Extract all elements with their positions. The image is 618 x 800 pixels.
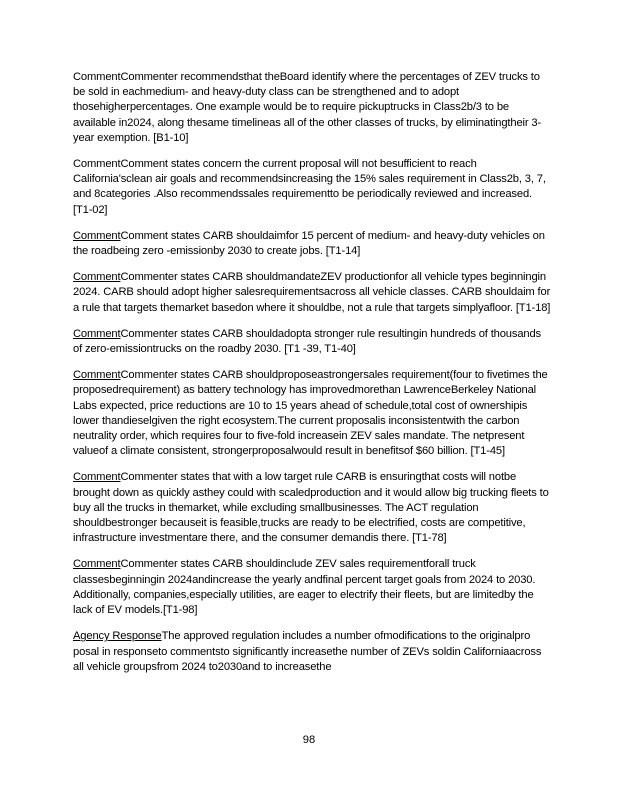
paragraph-text: Comment states CARB shouldaimfor 15 percent of medium- and heavy-duty vehicles on the roadbeing zero -emissionby 2030 to create jobs. [T1-14]	[73, 229, 545, 258]
comment-label: Comment	[73, 271, 121, 284]
paragraph-text: CommentComment states concern the current proposal will not besufficient to reach California'sclean air goals and recommendsincreasing the 15% sales requirement in Class2b, 3, 7, and 8categories .Also recommendssales requirementto be periodically reviewed and increased.[T1-02]	[73, 158, 546, 216]
comment-paragraph	[73, 70, 551, 146]
paragraph-text: Commenter states that with a low target rule CARB is ensuringthat costs will notbe brought down as quickly asthey could with scaledproduction and it would allow big trucking fleets to buy all the trucks in themarket, while excluding smallbusinesses. The ACT regulation shouldbestronger becauseit is feasible,trucks are ready to be electrified, costs are competitive, infrastructure investmentare there, and the consumer demandis there. [T1-78]	[73, 471, 549, 545]
agency-response-label: Agency Response	[73, 630, 162, 643]
comment-label: Comment	[73, 471, 121, 484]
comment-paragraph	[73, 557, 551, 618]
paragraph-text: Commenter states CARB shouldproposeastrongersales requirement(four to fivetimes the proposedrequirement) as battery technology has improvedmorethan LawrenceBerkeley National Labs expected, price reductions are 10 to 15 years ahead of schedule,total cost of ownershipis lower thandieselgiven the right ecosystem.The current proposalis inconsistentwith the carbon neutrality order, which requires four to five-fold increasein ZEV sales mandate. The netpresent valueof a climate consistent, strongerproposalwould result in benefitsof $60 billion. [T1-45]	[73, 369, 548, 458]
comment-label: Comment	[73, 229, 121, 242]
comment-label: Comment	[73, 558, 121, 571]
comment-paragraph	[73, 327, 551, 357]
comment-label: Comment	[73, 369, 121, 382]
comment-label: Comment	[73, 327, 121, 340]
comment-paragraph	[73, 229, 551, 259]
comment-paragraph	[73, 157, 551, 218]
comment-paragraph	[73, 470, 551, 546]
page-content	[73, 70, 551, 686]
comment-paragraph	[73, 368, 551, 459]
comment-paragraph	[73, 270, 551, 316]
paragraph-text: Commenter states CARB shouldinclude ZEV sales requirementforall truck classesbeginningin 2024andincrease the yearly andfinal percent target goals from 2024 to 2030. Additionally, companies,especially utilities, are eager to electrify their fleets, but are limitedby the lack of EV models.[T1-98]	[73, 558, 536, 617]
paragraph-text: Commenter states CARB shouldmandateZEV productionfor all vehicle types beginningin 2024. CARB should adopt higher salesrequirementsacross all vehicle classes. CARB shouldaim for a rule that targets themarket basedon where it shouldbe, not a rule that targets simplyafloor. [T1-18]	[73, 271, 551, 314]
paragraph-text: CommentCommenter recommendsthat theBoard identify where the percentages of ZEV trucks to be sold in eachmedium- and heavy-duty class can be strengthened and to adopt thosehigherpercentages. One example would be to require pickuptrucks in Class2b/3 to be available in2024, along thesame timelineas all of the other classes of trucks, by eliminatingtheir 3-year exemption. [B1-10]	[73, 71, 542, 144]
paragraph-text: The approved regulation includes a number ofmodifications to the originalpro posal in responseto commentsto significantly increasethe number of ZEVs soldin Californiaacross all vehicle groupsfrom 2024 to2030and to increasethe	[73, 630, 542, 673]
paragraph-text: Commenter states CARB shouldadopta stronger rule resultingin hundreds of thousands of zero-emissiontrucks on the roadby 2030. [T1 -39, T1-40]	[73, 327, 541, 356]
page-number: 98	[302, 734, 316, 746]
agency-response-paragraph	[73, 629, 551, 675]
